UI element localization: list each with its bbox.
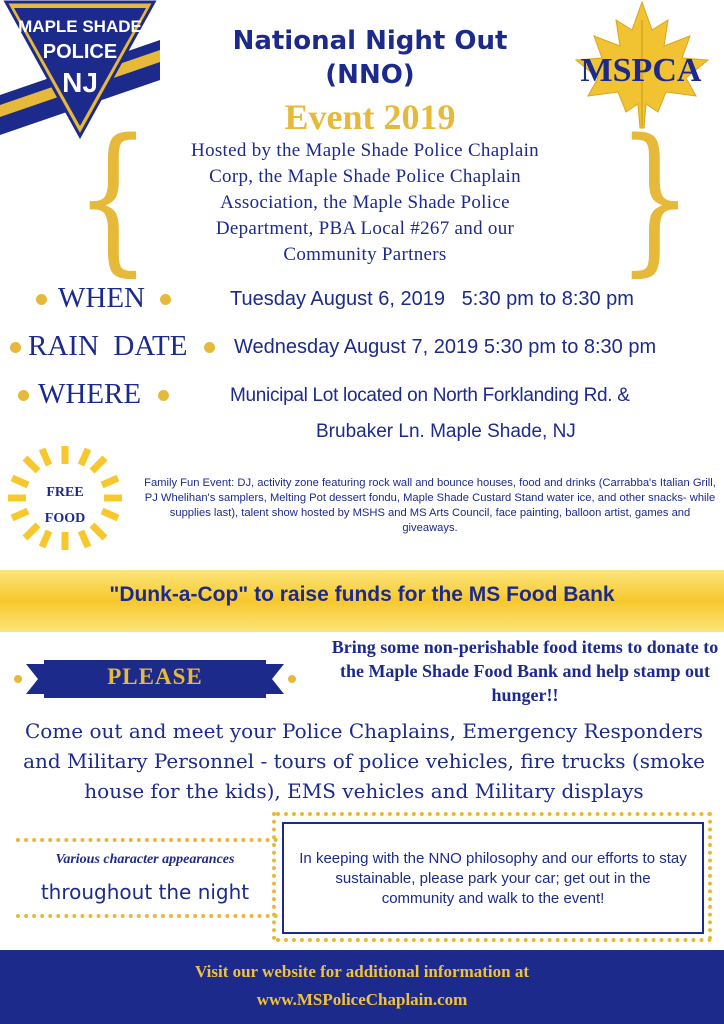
page-title: National Night Out — [232, 26, 508, 56]
bullet-dot-icon — [36, 294, 47, 305]
where-value-line1: Municipal Lot located on North Forklanding Rd. & — [230, 385, 630, 406]
bullet-dot-icon — [204, 342, 215, 353]
host-line: Community Partners — [283, 244, 447, 265]
please-label: PLEASE — [107, 664, 203, 689]
bullet-dot-icon — [18, 390, 29, 401]
free-food-line2: FOOD — [44, 511, 86, 526]
free-food-label — [30, 480, 100, 532]
host-line: Hosted by the Maple Shade Police Chaplain — [191, 140, 539, 161]
bullet-dot-icon — [160, 294, 171, 305]
rain-date-value: Wednesday August 7, 2019 5:30 pm to 8:30 pm — [234, 336, 657, 358]
free-food-line1: FREE — [46, 485, 84, 500]
page-title-abbrev: (NNO) — [325, 60, 415, 90]
dotted-divider — [272, 812, 276, 940]
dotted-divider — [16, 914, 278, 918]
footer-line1: Visit our website for additional information at — [194, 962, 530, 981]
dotted-divider — [16, 838, 278, 842]
website-link[interactable]: www.MSPoliceChaplain.com — [256, 990, 468, 1009]
meet-text: Come out and meet your Police Chaplains, Emergency Responders and Military Personnel - tours of police vehicles, fire trucks (smoke house for the kids), EMS vehicles and Military displays — [23, 719, 705, 803]
mspca-logo-text: MSPCA — [580, 52, 702, 89]
host-line: Corp, the Maple Shade Police Chaplain — [209, 166, 521, 187]
bring-food-text: Bring some non-perishable food items to donate to the Maple Shade Food Bank and help stamp out hunger!! — [331, 637, 719, 705]
badge-line3: NJ — [62, 67, 98, 98]
host-text — [140, 138, 590, 268]
dotted-divider — [708, 812, 712, 940]
where-value-line2: Brubaker Ln. Maple Shade, NJ — [316, 421, 576, 442]
right-brace-icon: } — [616, 104, 694, 291]
dotted-divider — [276, 938, 712, 942]
family-fun-text: Family Fun Event: DJ, activity zone featuring rock wall and bounce houses, food and drinks (Carrabba's Italian Grill, PJ Whelihan's samplers, Melting Pot dessert fondu, Maple Shade Custard Stand water ice, and other snacks- while supplies last), talent show hosted by MSHS and MS Arts Council, face painting, balloon artist, games and giveaways. — [144, 477, 716, 534]
rain-date-label: RAIN DATE — [28, 330, 188, 362]
when-value: Tuesday August 6, 2019 5:30 pm to 8:30 pm — [230, 288, 634, 310]
throughout-night-text: throughout the night — [40, 880, 250, 904]
dunk-a-cop-text: "Dunk-a-Cop" to raise funds for the MS Food Bank — [109, 583, 615, 606]
left-brace-icon: { — [74, 104, 152, 291]
event-year: Event 2019 — [284, 97, 456, 137]
where-label: WHERE — [38, 378, 142, 410]
badge-line2: POLICE — [42, 41, 118, 63]
dotted-divider — [276, 812, 712, 816]
bullet-dot-icon — [10, 342, 21, 353]
bullet-dot-icon — [158, 390, 169, 401]
character-appearances-text: Various character appearances — [55, 852, 235, 867]
badge-line1: MAPLE SHADE — [18, 17, 142, 36]
host-line: Association, the Maple Shade Police — [220, 192, 510, 213]
host-line: Department, PBA Local #267 and our — [215, 218, 515, 239]
sustainability-text: In keeping with the NNO philosophy and our efforts to stay sustainable, please park your car; get out in the community and walk to the event! — [299, 850, 687, 907]
when-label: WHEN — [58, 282, 145, 314]
